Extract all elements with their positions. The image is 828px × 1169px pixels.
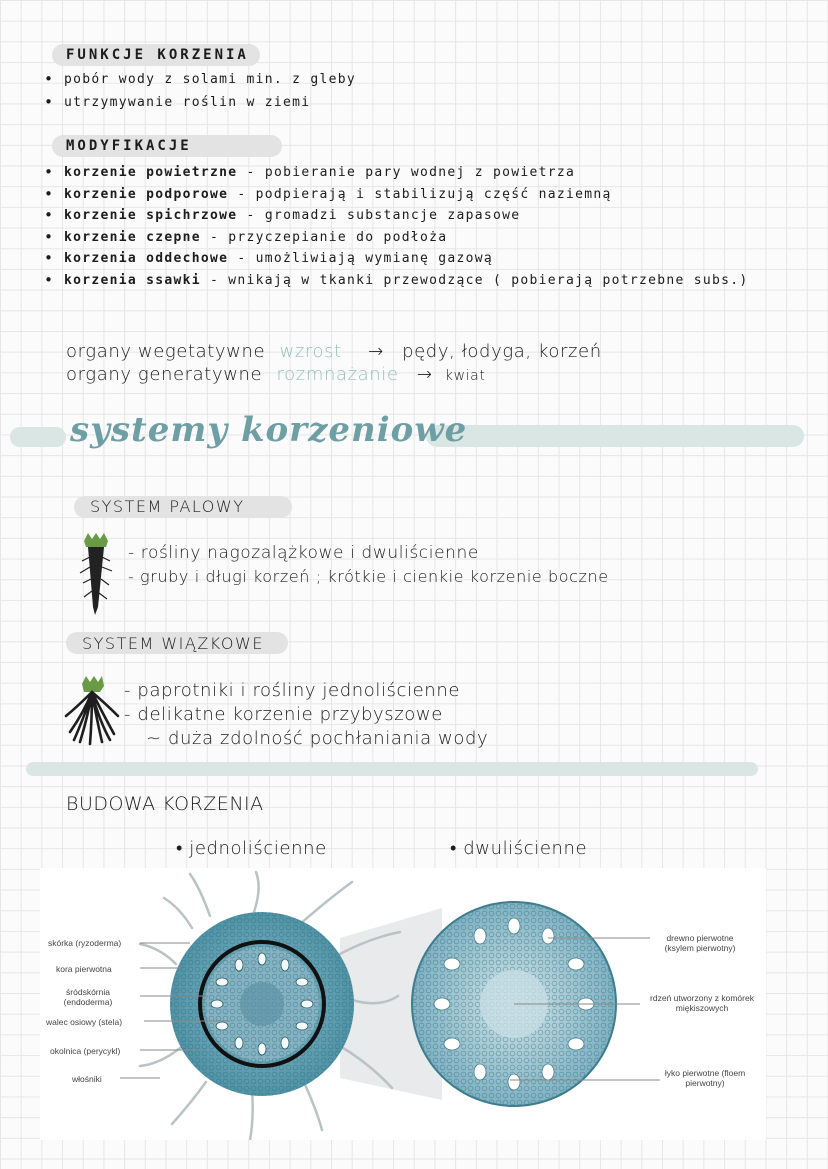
list-item: • korzenie spichrzowe - gromadzi substancje zapasowe — [44, 205, 749, 227]
dicot-heading: • dwuliścienne — [450, 838, 588, 859]
tap-system-label: SYSTEM PALOWY — [90, 497, 245, 516]
mod-desc: gromadzi substancje zapasowe — [264, 208, 521, 223]
label-stele: walec osiowy (stela) — [46, 1017, 123, 1027]
title-band-right — [426, 425, 804, 447]
list-item: • korzenie powietrzne - pobieranie pary wodnej z powietrza — [44, 162, 749, 184]
modifications-list — [44, 162, 749, 291]
fibrous-system-label: SYSTEM WIĄZKOWE — [82, 634, 264, 653]
label-xylem: drewno pierwotne (ksylem pierwotny) — [664, 933, 736, 953]
organ-result: kwiat — [444, 368, 486, 384]
label-cortex: kora pierwotna — [56, 964, 112, 974]
label-epidermis: skórka (ryzoderma) — [48, 938, 122, 948]
organ-result: pędy, łodyga, korzeń — [402, 341, 602, 362]
root-systems-title: systemy korzeniowe — [70, 410, 468, 450]
mod-term: korzenia oddechowe — [64, 251, 229, 266]
fibrous-root-icon — [64, 676, 120, 746]
mod-term: korzenie podporowe — [64, 186, 229, 202]
mod-desc: przyczepianie do podłoża — [228, 229, 448, 245]
mod-desc: wnikają w tkanki przewodzące ( pobierają potrzebne subs.) — [228, 272, 749, 288]
mod-term: korzenie powietrzne — [64, 165, 238, 180]
label-root-hairs: włośniki — [72, 1074, 102, 1084]
modifications-heading: MODYFIKACJE — [66, 138, 192, 154]
organs-vegetative-line — [66, 341, 602, 362]
mod-term: korzenia ssawki — [64, 272, 201, 288]
list-item: • korzenie czepne - przyczepianie do podłoża — [44, 227, 749, 249]
monocot-heading: • jednoliścienne — [176, 838, 327, 859]
list-item: • pobór wody z solami min. z gleby — [44, 71, 356, 88]
organ-label: organy wegetatywne — [66, 341, 266, 362]
functions-list — [44, 71, 356, 111]
mod-desc: umożliwiają wymianę gazową — [255, 251, 493, 266]
organ-label: organy generatywne — [66, 364, 263, 385]
fibrous-point: - paprotniki i rośliny jednoliścienne — [124, 680, 460, 701]
mod-desc: pobieranie pary wodnej z powietrza — [264, 165, 576, 180]
organs-generative-line — [66, 364, 485, 385]
mod-term: korzenie spichrzowe — [64, 208, 238, 223]
functions-heading: FUNKCJE KORZENIA — [66, 47, 249, 63]
list-item: • korzenia oddechowe - umożliwiają wymianę gazową — [44, 248, 749, 270]
taproot-icon — [76, 533, 116, 617]
arrow-icon: → — [416, 364, 433, 385]
arrow-icon: → — [368, 341, 384, 362]
organ-function: rozmnażanie — [276, 364, 399, 385]
title-band-left — [10, 427, 66, 447]
fibrous-point: - delikatne korzenie przybyszowe — [124, 704, 443, 725]
list-item: • korzenia ssawki - wnikają w tkanki przewodzące ( pobierają potrzebne subs.) — [44, 270, 749, 292]
divider-band — [26, 762, 758, 776]
label-endodermis: śródskórnia (endoderma) — [63, 987, 113, 1007]
label-pericycle: okolnica (perycykl) — [50, 1046, 121, 1056]
list-item: • korzenie podporowe - podpierają i stabilizują część naziemną — [44, 184, 749, 206]
label-phloem: łyko pierwotne (floem pierwotny) — [664, 1068, 746, 1088]
structure-title: BUDOWA KORZENIA — [66, 793, 264, 815]
organ-function: wzrost — [279, 341, 342, 362]
tap-point: - rośliny nagozalążkowe i dwuliścienne — [128, 543, 479, 563]
mod-term: korzenie czepne — [64, 229, 201, 245]
fibrous-point: ~ duża zdolność pochłaniania wody — [146, 728, 489, 749]
tap-point: - gruby i długi korzeń ; krótkie i cienkie korzenie boczne — [128, 567, 609, 586]
label-pith: rdzeń utworzony z komórek miękiszowych — [650, 993, 754, 1013]
mod-desc: podpierają i stabilizują część naziemną — [255, 186, 612, 202]
list-item: • utrzymywanie roślin w ziemi — [44, 94, 356, 111]
